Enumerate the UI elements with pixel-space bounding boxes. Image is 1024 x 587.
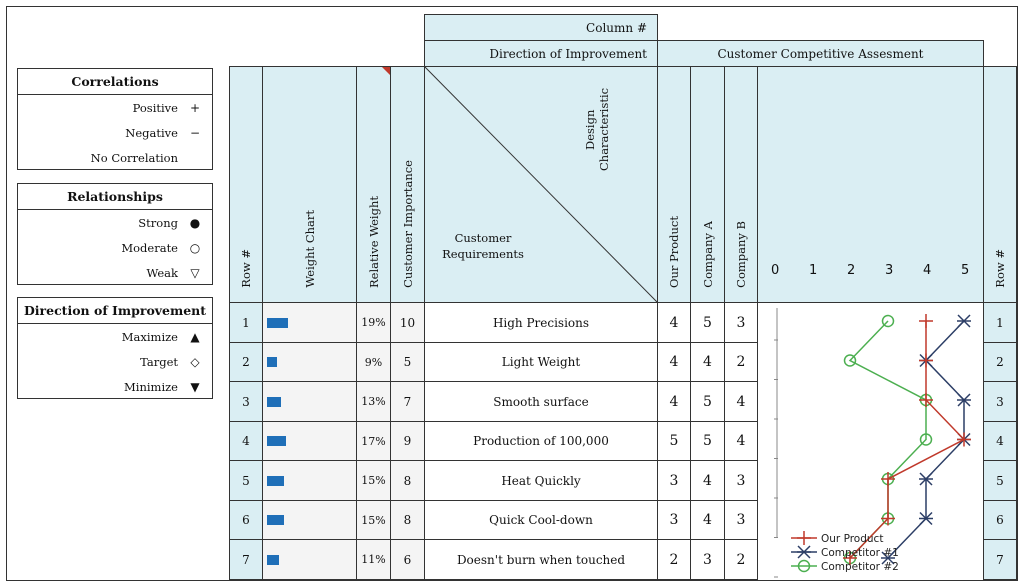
competitive-assessment-chart (757, 302, 984, 579)
weight-bar (267, 318, 288, 328)
company-a-score: 4 (690, 500, 725, 540)
company-b-score: 3 (724, 302, 758, 343)
row-number-right-cell: 6 (983, 500, 1017, 540)
requirement-cell: Light Weight (424, 342, 658, 382)
legend-negative: Negative − (125, 125, 201, 140)
series-line-0 (850, 321, 964, 558)
company-a-score: 4 (690, 342, 725, 382)
company-b-score: 3 (724, 500, 758, 540)
legend-weak: Weak ▽ (18, 260, 212, 285)
row-number-column-header: Row # (229, 66, 263, 303)
competitive-scale-header (757, 66, 984, 303)
requirement-cell: Doesn't burn when touched (424, 539, 658, 580)
legend-no-correlation: No Correlation (90, 150, 178, 165)
scale-ticks (758, 67, 985, 304)
requirement-cell: Heat Quickly (424, 460, 658, 501)
company-a-column-header: Company A (690, 66, 725, 303)
our-product-score: 5 (657, 421, 691, 461)
scale-tick-label: 0 (771, 263, 780, 278)
customer-requirements-label: Customer Requirements (442, 231, 524, 261)
weight-bar (267, 555, 279, 565)
weight-bar-cell (262, 302, 357, 343)
company-a-score: 3 (690, 539, 725, 580)
weight-bar-cell (262, 381, 357, 422)
triangle-up-icon: ▲ (190, 329, 200, 344)
scale-tick-label: 2 (847, 263, 856, 278)
relationships-legend (17, 183, 213, 285)
customer-importance-column-header: Customer Importance (390, 66, 425, 303)
row-number-right-cell: 5 (983, 460, 1017, 501)
column-number-header: Column # (424, 14, 658, 41)
company-b-score: 3 (724, 460, 758, 501)
our-product-column-header: Our Product (657, 66, 691, 303)
legend-minimize: Minimize ▼ (18, 374, 212, 399)
company-b-score: 2 (724, 539, 758, 580)
company-b-score: 2 (724, 342, 758, 382)
importance-cell: 10 (390, 302, 425, 343)
requirement-cell: Production of 100,000 (424, 421, 658, 461)
our-product-score: 4 (657, 381, 691, 422)
requirements-characteristic-header (424, 66, 658, 303)
weight-bar-cell (262, 460, 357, 501)
importance-cell: 5 (390, 342, 425, 382)
correlations-legend (17, 68, 213, 170)
our-product-score: 2 (657, 539, 691, 580)
importance-cell: 7 (390, 381, 425, 422)
correlations-title: Correlations (18, 69, 212, 95)
minus-icon: − (189, 125, 201, 140)
weight-bar (267, 397, 281, 407)
design-characteristic-label: Design Characteristic (583, 87, 611, 172)
relative-weight-cell: 17% (356, 421, 391, 461)
weight-bar (267, 436, 286, 446)
relationships-title: Relationships (18, 184, 212, 210)
competitive-assessment-header: Customer Competitive Assesment (657, 40, 984, 67)
scale-tick-label: 5 (961, 263, 970, 278)
diagonal-divider (425, 67, 659, 304)
filled-circle-icon: ● (189, 215, 201, 230)
weight-bar-cell (262, 421, 357, 461)
row-number-cell: 5 (229, 460, 263, 501)
weight-bar-cell (262, 500, 357, 540)
requirement-cell: High Precisions (424, 302, 658, 343)
legend-target: Target ◇ (18, 349, 212, 374)
company-a-score: 5 (690, 302, 725, 343)
our-product-score: 4 (657, 302, 691, 343)
legend-entry-label: Our Product (821, 533, 884, 545)
weight-bar-cell (262, 342, 357, 382)
scale-tick-label: 3 (885, 263, 894, 278)
importance-cell: 8 (390, 460, 425, 501)
row-number-cell: 1 (229, 302, 263, 343)
relative-weight-cell: 13% (356, 381, 391, 422)
weight-chart-column-header: Weight Chart (262, 66, 357, 303)
row-number-right-cell: 4 (983, 421, 1017, 461)
requirement-cell: Smooth surface (424, 381, 658, 422)
relative-weight-cell: 15% (356, 460, 391, 501)
relative-weight-cell: 9% (356, 342, 391, 382)
our-product-score: 3 (657, 500, 691, 540)
legend-positive: Positive + (132, 100, 201, 115)
scale-tick-label: 1 (809, 263, 818, 278)
importance-cell: 8 (390, 500, 425, 540)
row-number-right-cell: 1 (983, 302, 1017, 343)
weight-bar (267, 476, 284, 486)
company-b-score: 4 (724, 381, 758, 422)
relative-weight-cell: 11% (356, 539, 391, 580)
relative-weight-column-header: Relative Weight (356, 66, 391, 303)
legend-moderate: Moderate ○ (121, 240, 201, 255)
plus-icon: + (189, 100, 201, 115)
scale-tick-label: 4 (923, 263, 932, 278)
company-a-score: 5 (690, 381, 725, 422)
weight-bar (267, 515, 284, 525)
direction-title: Direction of Improvement (18, 298, 212, 324)
our-product-score: 4 (657, 342, 691, 382)
comment-marker-icon (382, 67, 390, 75)
direction-of-improvement-header: Direction of Improvement (424, 40, 658, 67)
row-number-right-cell: 3 (983, 381, 1017, 422)
company-a-score: 4 (690, 460, 725, 501)
open-circle-icon: ○ (189, 240, 201, 255)
company-b-score: 4 (724, 421, 758, 461)
company-b-column-header: Company B (724, 66, 758, 303)
legend-strong: Strong ● (138, 215, 201, 230)
row-number-right-column-header: Row # (983, 66, 1017, 303)
row-number-cell: 4 (229, 421, 263, 461)
row-number-cell: 2 (229, 342, 263, 382)
weight-bar-cell (262, 539, 357, 580)
row-number-cell: 6 (229, 500, 263, 540)
importance-cell: 6 (390, 539, 425, 580)
direction-legend (17, 297, 213, 399)
row-number-right-cell: 2 (983, 342, 1017, 382)
our-product-score: 3 (657, 460, 691, 501)
relative-weight-cell: 19% (356, 302, 391, 343)
row-number-cell: 7 (229, 539, 263, 580)
triangle-down-icon: ▼ (190, 379, 200, 394)
row-number-right-cell: 7 (983, 539, 1017, 580)
legend-entry-label: Competitor #2 (821, 561, 899, 573)
relative-weight-cell: 15% (356, 500, 391, 540)
legend-entry-label: Competitor #1 (821, 547, 899, 559)
weight-bar (267, 357, 277, 367)
importance-cell: 9 (390, 421, 425, 461)
company-a-score: 5 (690, 421, 725, 461)
diamond-icon: ◇ (190, 354, 200, 369)
legend-maximize: Maximize ▲ (18, 324, 212, 349)
row-number-cell: 3 (229, 381, 263, 422)
triangle-down-outline-icon: ▽ (190, 265, 200, 280)
requirement-cell: Quick Cool-down (424, 500, 658, 540)
